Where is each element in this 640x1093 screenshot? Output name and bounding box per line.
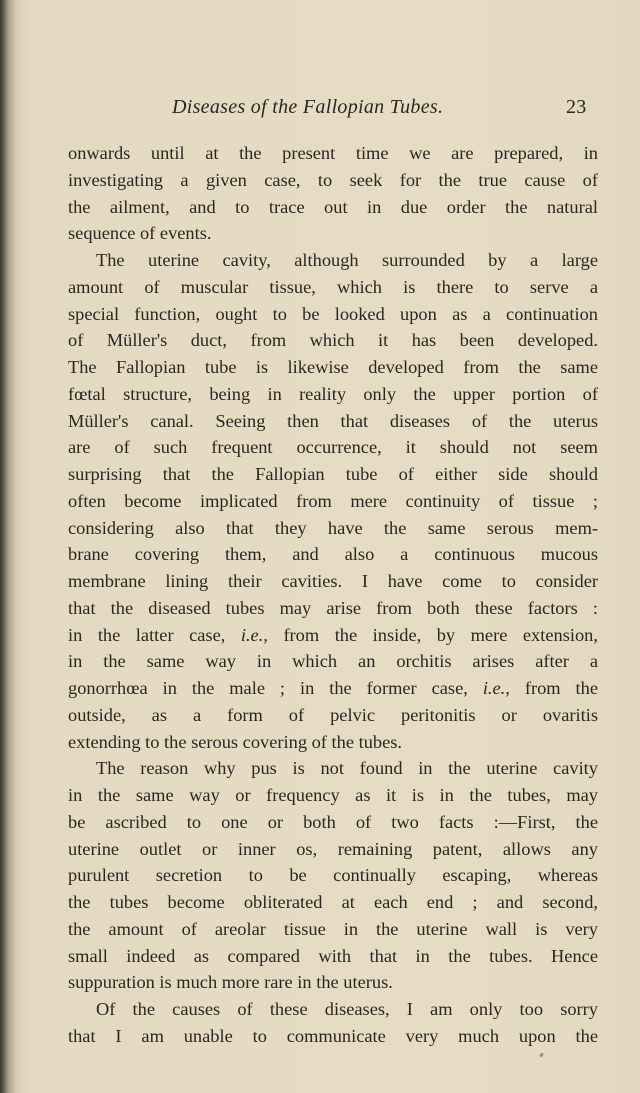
text-line: fœtal structure, being in reality only the upper portion of [68,383,598,404]
text-line: uterine outlet or inner os, remaining patent, allows any [68,838,598,859]
body-text [68,140,598,1050]
text-line: investigating a given case, to seek for the true cause of [68,169,598,190]
text-line: membrane lining their cavities. I have come to consider [68,571,598,591]
text-line: the tubes become obliterated at each end ; and second, [68,892,598,912]
text-line: special function, ought to be looked upon as a continuation [68,303,598,324]
text-line: often become implicated from mere continuity of tissue ; [68,490,598,511]
running-head-title: Diseases of the Fallopian Tubes. [172,96,444,118]
text-line: in the same way in which an orchitis arises after a [68,651,598,672]
text-line: The Fallopian tube is likewise developed from the same [68,357,598,377]
text-line: are of such frequent occurrence, it should not seem [68,437,598,458]
text-line: in the latter case, i.e., from the inside, by mere extension, [68,624,598,645]
text-line: purulent secretion to be continually escaping, whereas [68,865,598,886]
text-line: small indeed as compared with that in the tubes. Hence [68,945,598,966]
text-line: in the same way or frequency as it is in the tubes, may [68,785,598,805]
text-line: The uterine cavity, although surrounded by a large [96,250,598,270]
text-line: the ailment, and to trace out in due order the natural [68,196,598,217]
text-line: brane covering them, and also a continuous mucous [68,544,598,565]
text-line: surprising that the Fallopian tube of either side should [68,464,598,484]
italic-ie: i.e., [482,678,510,698]
text-line: suppuration is much more rare in the uterus. [68,972,393,993]
text-line: Of the causes of these diseases, I am only too sorry [96,999,598,1019]
running-head [172,96,587,119]
text-line: amount of muscular tissue, which is there to serve a [68,276,598,297]
text-line: onwards until at the present time we are prepared, in [68,143,598,163]
page-number: 23 [566,96,587,118]
text-line: sequence of events. [68,223,212,244]
text-line: The reason why pus is not found in the uterine cavity [96,758,598,779]
text-line: Müller's canal. Seeing then that diseases of the uterus [68,410,598,431]
text-line: the amount of areolar tissue in the uterine wall is very [68,918,598,939]
text-line: gonorrhœa in the male ; in the former case, i.e., from the [68,678,598,698]
text-line: considering also that they have the same serous mem- [68,517,598,538]
text-line: outside, as a form of pelvic peritonitis or ovaritis [68,704,598,725]
text-line: of Müller's duct, from which it has been developed. [68,330,598,351]
text-line: be ascribed to one or both of two facts :—First, the [68,811,598,832]
paper-speck [539,1053,544,1058]
text-line: that the diseased tubes may arise from both these factors : [68,597,598,618]
text-line: that I am unable to communicate very much upon the [68,1025,598,1046]
text-line: extending to the serous covering of the tubes. [68,731,403,752]
italic-ie: i.e., [240,624,268,645]
